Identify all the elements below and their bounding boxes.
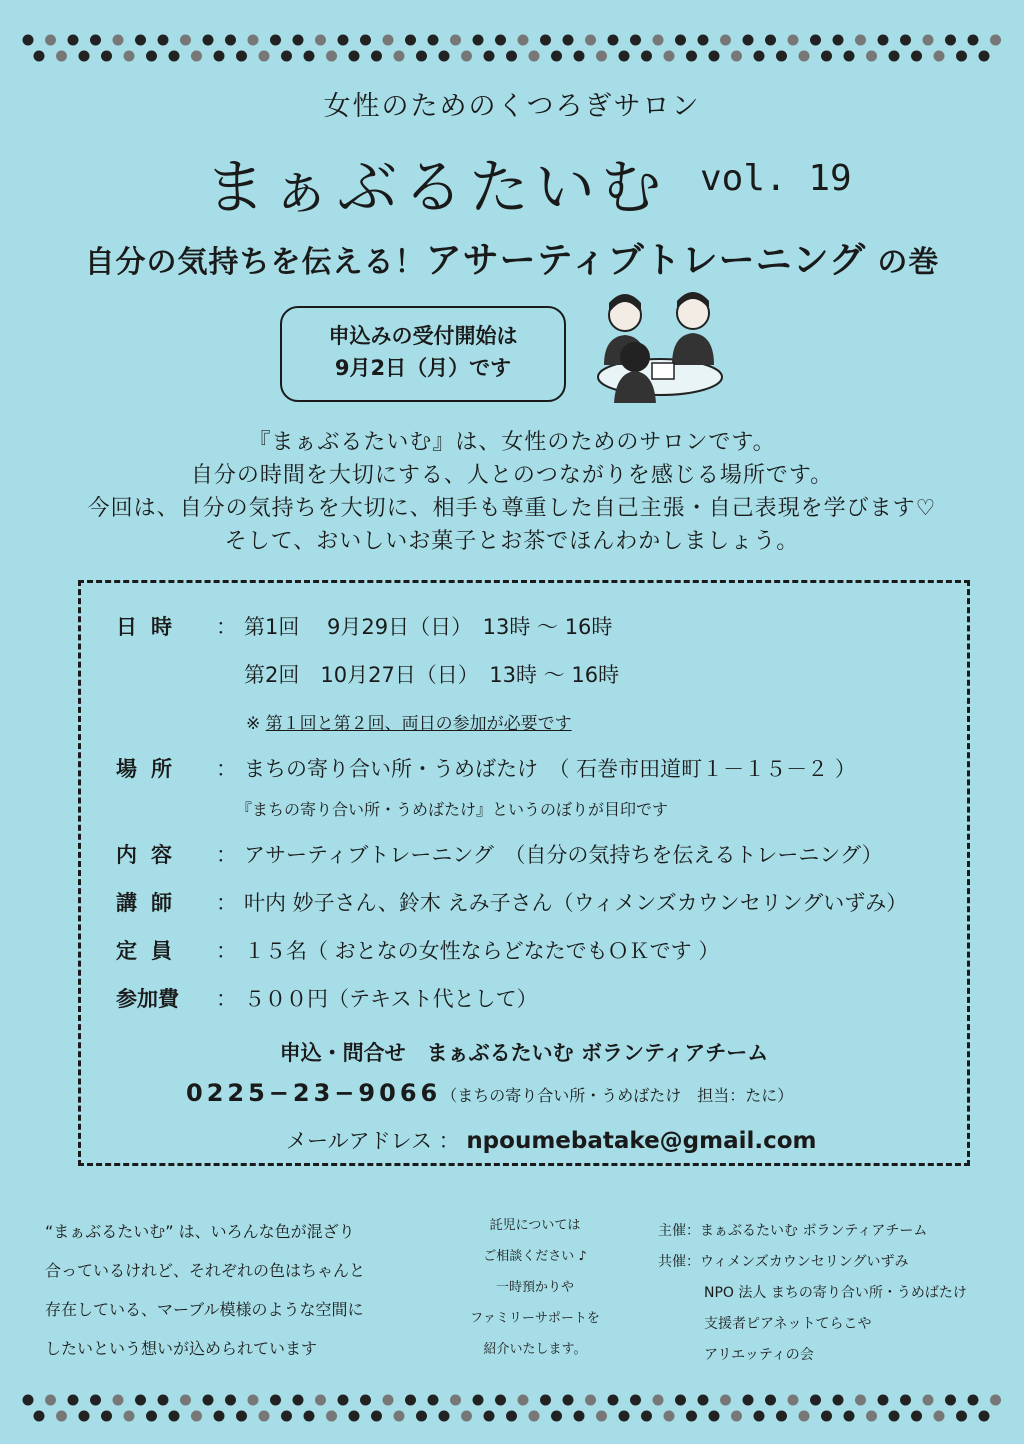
border-dot	[461, 1411, 472, 1422]
border-dot	[90, 1395, 101, 1406]
border-dot	[833, 35, 844, 46]
border-dot	[56, 51, 67, 62]
event-details-box	[78, 580, 970, 1166]
border-dot	[349, 51, 360, 62]
border-dot	[518, 1395, 529, 1406]
border-dot	[371, 1411, 382, 1422]
contact-heading: 申込・問合せ まぁぶるたいむ ボランティアチーム	[279, 1041, 769, 1065]
childcare-note	[450, 1210, 620, 1365]
childcare-line: 託児については	[489, 1218, 581, 1233]
border-dot	[383, 35, 394, 46]
border-dot	[113, 1395, 124, 1406]
border-dot	[158, 1395, 169, 1406]
border-dot	[270, 1395, 281, 1406]
border-dot	[236, 1411, 247, 1422]
border-dot	[281, 51, 292, 62]
border-dot	[563, 1395, 574, 1406]
notice-line-1: 申込みの受付開始は	[328, 324, 518, 348]
border-dot	[686, 1411, 697, 1422]
border-dot	[248, 1395, 259, 1406]
border-dot	[394, 1411, 405, 1422]
border-dot	[326, 1411, 337, 1422]
attendance-note	[246, 709, 572, 734]
colon: ：	[216, 891, 237, 915]
border-dot	[788, 35, 799, 46]
border-dot	[56, 1411, 67, 1422]
border-dot	[833, 1395, 844, 1406]
border-dot	[169, 1411, 180, 1422]
session-1: 第1回 9月29日（日） 13時 ～ 16時	[244, 615, 613, 639]
content-row	[116, 839, 883, 869]
border-dot	[461, 51, 472, 62]
border-dot	[653, 35, 664, 46]
volume-number: vol. 19	[700, 158, 852, 199]
border-dot	[90, 35, 101, 46]
border-dot	[968, 1395, 979, 1406]
border-dot	[203, 1395, 214, 1406]
border-dot	[124, 51, 135, 62]
border-dot	[270, 35, 281, 46]
border-dot	[383, 1395, 394, 1406]
lecturer-value: 叶内 妙子さん、鈴木 えみ子さん（ウィメンズカウンセリングいずみ）	[244, 891, 908, 915]
border-dot	[900, 1395, 911, 1406]
border-dot	[236, 51, 247, 62]
lecturer-row	[116, 887, 907, 917]
place-note: 『まちの寄り合い所・うめばたけ』というのぼりが目印です	[236, 800, 669, 819]
border-dot	[664, 1411, 675, 1422]
border-dot	[585, 35, 596, 46]
colon: ：	[216, 987, 237, 1011]
border-dot	[630, 1395, 641, 1406]
border-dot	[720, 1395, 731, 1406]
content-label: 内容	[116, 843, 186, 867]
border-dot	[450, 35, 461, 46]
border-dot	[743, 1395, 754, 1406]
border-dot	[79, 1411, 90, 1422]
border-dot	[529, 51, 540, 62]
phone-number: 0225−23−9066	[186, 1079, 442, 1107]
border-dot	[518, 35, 529, 46]
border-dot	[855, 35, 866, 46]
border-dot	[191, 51, 202, 62]
border-dot	[225, 35, 236, 46]
border-dot	[878, 35, 889, 46]
border-dot	[428, 35, 439, 46]
place-label: 場所	[116, 757, 186, 781]
border-dot	[169, 51, 180, 62]
border-dot	[338, 35, 349, 46]
intro-line: そして、おいしいお菓子とお茶でほんわかしましょう。	[224, 529, 800, 554]
border-dot	[101, 51, 112, 62]
border-dot	[911, 51, 922, 62]
place-value: まちの寄り合い所・うめばたけ （ 石巻市田道町１－１５－２ ）	[244, 757, 856, 781]
border-dot	[416, 51, 427, 62]
border-dot	[34, 51, 45, 62]
intro-line: 自分の時間を大切にする、人とのつながりを感じる場所です。	[190, 463, 834, 488]
border-dot	[450, 1395, 461, 1406]
about-line: 合っているけれど、それぞれの色はちゃんと	[45, 1261, 366, 1280]
border-dot	[788, 1395, 799, 1406]
border-dot	[641, 51, 652, 62]
border-dot	[698, 1395, 709, 1406]
border-dot	[304, 1411, 315, 1422]
border-dot	[675, 35, 686, 46]
border-dot	[34, 1411, 45, 1422]
childcare-line: ご相談ください ♪	[483, 1249, 587, 1264]
border-dot	[405, 35, 416, 46]
colon: ：	[216, 615, 237, 639]
session-2: 第2回 10月27日（日） 13時 ～ 16時	[244, 663, 620, 687]
border-dot	[979, 1411, 990, 1422]
border-dot	[495, 35, 506, 46]
border-dot	[416, 1411, 427, 1422]
border-dot	[709, 1411, 720, 1422]
colon: ：	[216, 939, 237, 963]
border-dot	[214, 51, 225, 62]
border-dot	[923, 35, 934, 46]
border-dot	[23, 1395, 34, 1406]
border-dot	[608, 35, 619, 46]
border-dot	[844, 51, 855, 62]
border-dot	[439, 51, 450, 62]
border-dot	[709, 51, 720, 62]
border-dot	[799, 51, 810, 62]
border-dot	[326, 51, 337, 62]
border-dot	[439, 1411, 450, 1422]
fee-label: 参加費	[116, 987, 179, 1011]
border-dot	[405, 1395, 416, 1406]
border-dot	[574, 1411, 585, 1422]
border-dot	[113, 35, 124, 46]
border-dot	[934, 1411, 945, 1422]
border-dot	[990, 1395, 1001, 1406]
border-dot	[956, 51, 967, 62]
border-dot	[394, 51, 405, 62]
place-row	[116, 753, 856, 783]
border-dot	[619, 1411, 630, 1422]
border-dot	[540, 1395, 551, 1406]
border-dot	[979, 51, 990, 62]
childcare-line: ファミリーサポートを	[470, 1311, 600, 1326]
border-dot	[889, 1411, 900, 1422]
border-dot	[101, 1411, 112, 1422]
border-dot	[293, 35, 304, 46]
intro-line: 『まぁぶるたいむ』は、女性のためのサロンです。	[248, 430, 776, 455]
border-dot	[810, 35, 821, 46]
border-dot	[619, 51, 630, 62]
border-dot	[563, 35, 574, 46]
cohost-label: 共催：ウィメンズカウンセリングいずみ	[658, 1254, 909, 1270]
border-dot	[135, 1395, 146, 1406]
border-dot	[776, 1411, 787, 1422]
border-dot	[866, 1411, 877, 1422]
border-dot	[911, 1411, 922, 1422]
colon: ：	[216, 757, 237, 781]
border-dot	[821, 1411, 832, 1422]
border-dot	[743, 35, 754, 46]
attendance-note-text: 第１回と第２回、両日の参加が必要です	[265, 714, 572, 734]
intro-text	[0, 426, 1024, 558]
email-address: npoumebatake@gmail.com	[466, 1128, 817, 1154]
cohost: アリエッティの会	[704, 1347, 814, 1363]
border-dot	[225, 1395, 236, 1406]
theme-prefix: 自分の気持ちを伝える！	[84, 245, 426, 280]
border-dot	[765, 1395, 776, 1406]
border-dot	[371, 51, 382, 62]
border-dot	[731, 51, 742, 62]
about-line: 存在している、マーブル模様のような空間に	[45, 1300, 364, 1319]
border-dot	[754, 1411, 765, 1422]
cohost: NPO 法人 まちの寄り合い所・うめばたけ	[704, 1285, 967, 1301]
border-dot	[68, 35, 79, 46]
border-dot	[146, 51, 157, 62]
border-dot	[664, 51, 675, 62]
border-dot	[900, 35, 911, 46]
border-dot	[135, 35, 146, 46]
datetime-row	[116, 611, 612, 641]
border-dot	[495, 1395, 506, 1406]
border-dot	[158, 35, 169, 46]
border-dot	[596, 51, 607, 62]
border-dot	[821, 51, 832, 62]
border-dot	[551, 1411, 562, 1422]
border-dot	[484, 51, 495, 62]
fee-value: ５００円（テキスト代として）	[244, 987, 538, 1011]
capacity-value: １５名（ おとなの女性ならどなたでもＯＫです ）	[244, 939, 720, 963]
border-dot	[146, 1411, 157, 1422]
border-dot	[551, 51, 562, 62]
border-dot	[686, 51, 697, 62]
border-dot	[360, 1395, 371, 1406]
border-dot	[68, 1395, 79, 1406]
fee-row	[116, 983, 538, 1013]
organizer: 主催：まぁぶるたいむ ボランティアチーム	[658, 1223, 928, 1239]
about-text	[45, 1212, 445, 1368]
border-dot	[641, 1411, 652, 1422]
border-dot	[360, 35, 371, 46]
theme-heading	[0, 232, 1024, 283]
border-dot	[608, 1395, 619, 1406]
border-dot	[473, 35, 484, 46]
border-dot	[259, 1411, 270, 1422]
border-dot	[945, 35, 956, 46]
intro-line: 今回は、自分の気持ちを大切に、相手も尊重した自己主張・自己表現を学びます♡	[87, 496, 937, 521]
content-value: アサーティブトレーニング （自分の気持ちを伝えるトレーニング）	[244, 843, 883, 867]
border-dot	[878, 1395, 889, 1406]
border-dot	[315, 1395, 326, 1406]
datetime-label: 日時	[116, 615, 186, 639]
border-dot	[180, 1395, 191, 1406]
childcare-line: 紹介いたします。	[483, 1342, 587, 1357]
border-dot	[889, 51, 900, 62]
border-dot	[945, 1395, 956, 1406]
border-dot	[630, 35, 641, 46]
notice-line-2: 9月2日（月）です	[334, 356, 512, 380]
border-dot	[248, 35, 259, 46]
border-dot	[315, 35, 326, 46]
cohost: 支援者ピアネットてらこや	[704, 1316, 872, 1332]
border-dot	[304, 51, 315, 62]
border-dot	[506, 1411, 517, 1422]
border-dot	[484, 1411, 495, 1422]
border-dot	[203, 35, 214, 46]
border-dot	[349, 1411, 360, 1422]
people-at-table-illustration	[590, 285, 730, 410]
title-row	[0, 140, 1024, 223]
border-dot	[124, 1411, 135, 1422]
border-dot	[259, 51, 270, 62]
border-dot	[473, 1395, 484, 1406]
about-line: したいという想いが込められています	[45, 1339, 318, 1358]
border-dot	[23, 35, 34, 46]
border-dot	[866, 51, 877, 62]
border-dot	[799, 1411, 810, 1422]
border-dot	[191, 1411, 202, 1422]
border-dot	[45, 35, 56, 46]
border-dot	[698, 35, 709, 46]
childcare-line: 一時預かりや	[495, 1280, 574, 1295]
border-dot	[574, 51, 585, 62]
colon: ：	[216, 843, 237, 867]
border-dot	[428, 1395, 439, 1406]
border-dot	[776, 51, 787, 62]
phone-note: （まちの寄り合い所・うめばたけ 担当：たに）	[441, 1086, 794, 1105]
theme-suffix: の巻	[865, 245, 940, 280]
border-dot	[855, 1395, 866, 1406]
border-dot	[968, 35, 979, 46]
email-label: メールアドレス ：	[286, 1129, 460, 1153]
theme-main: アサーティブトレーニング	[425, 240, 866, 281]
border-dot	[596, 1411, 607, 1422]
lecturer-label: 講師	[116, 891, 186, 915]
border-dot	[844, 1411, 855, 1422]
organizers	[658, 1216, 1008, 1371]
capacity-label: 定員	[116, 939, 186, 963]
capacity-row	[116, 935, 719, 965]
border-dot	[754, 51, 765, 62]
border-dot	[540, 35, 551, 46]
border-dot	[956, 1411, 967, 1422]
subtitle: 女性のためのくつろぎサロン	[323, 91, 701, 122]
page-title: まぁぶるたいむ	[205, 153, 667, 223]
border-dot	[293, 1395, 304, 1406]
registration-notice	[280, 306, 566, 402]
border-dot	[923, 1395, 934, 1406]
email-row	[286, 1125, 817, 1155]
border-dot	[585, 1395, 596, 1406]
border-dot	[529, 1411, 540, 1422]
border-dot	[934, 51, 945, 62]
border-dot	[338, 1395, 349, 1406]
border-dot	[765, 35, 776, 46]
border-dot	[79, 51, 90, 62]
phone-row	[186, 1079, 793, 1107]
border-dot	[506, 51, 517, 62]
border-dot	[990, 35, 1001, 46]
border-dot	[45, 1395, 56, 1406]
note-mark: ※	[246, 714, 261, 734]
dotted-border-bottom	[20, 1388, 1004, 1428]
border-dot	[281, 1411, 292, 1422]
about-line: “まぁぶるたいむ” は、いろんな色が混ざり	[45, 1222, 355, 1241]
border-dot	[180, 35, 191, 46]
dotted-border-top	[20, 28, 1004, 68]
border-dot	[675, 1395, 686, 1406]
border-dot	[720, 35, 731, 46]
border-dot	[810, 1395, 821, 1406]
border-dot	[731, 1411, 742, 1422]
border-dot	[214, 1411, 225, 1422]
border-dot	[653, 1395, 664, 1406]
